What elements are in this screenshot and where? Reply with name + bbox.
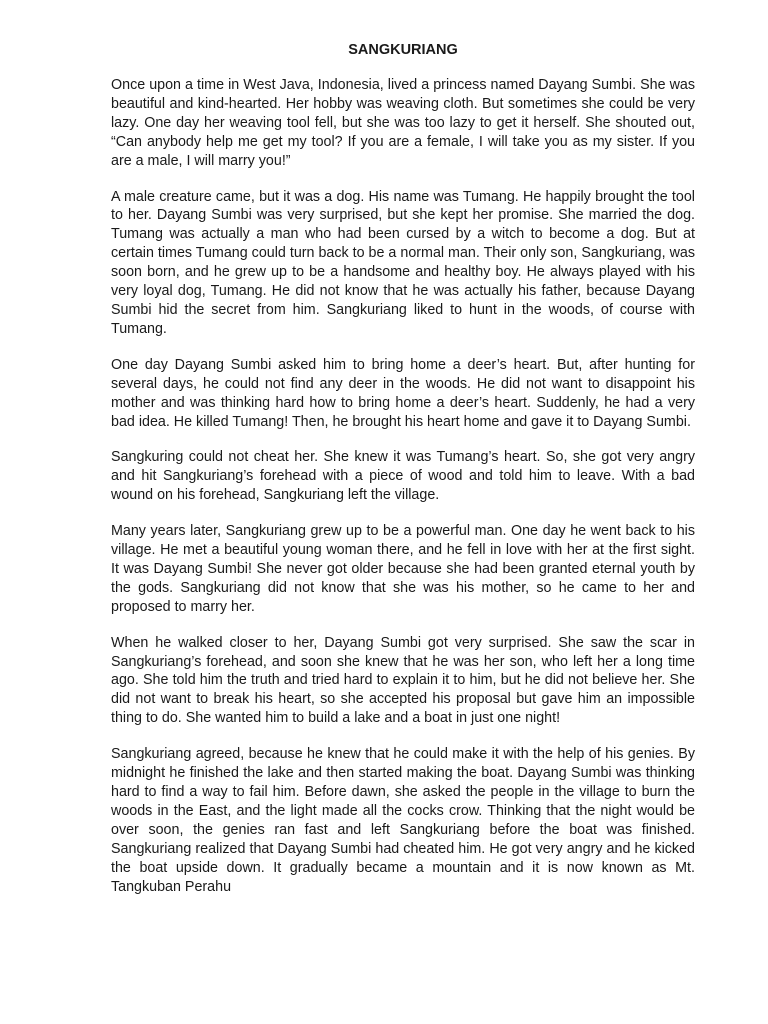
paragraph-1: Once upon a time in West Java, Indonesia, lived a princess named Dayang Sumbi. She was beautiful and kind-hearted. Her hobby was weaving cloth. But sometimes she could be very lazy. One day her weaving tool fell, but she was too lazy to get it herself. She shouted out, “Can anybody help me get my tool? If you are a female, I will take you as my sister. If you are a male, I will marry you!” [111, 77, 695, 169]
paragraph-4: Sangkuring could not cheat her. She knew it was Tumang’s heart. So, she got very angry and hit Sangkuriang’s forehead with a piece of wood and told him to leave. With a bad wound on his forehead, Sangkuriang left the village. [111, 449, 695, 504]
document-page [111, 40, 695, 913]
paragraph-6: When he walked closer to her, Dayang Sumbi got very surprised. She saw the scar in Sangkuriang’s forehead, and soon she knew that he was her son, who left her a long time ago. She told him the truth and tried hard to explain it to him, but he did not believe her. She did not want to break his heart, so she accepted his proposal but gave him an impossible thing to do. She wanted him to build a lake and a boat in just one night! [111, 634, 695, 727]
paragraph-3: One day Dayang Sumbi asked him to bring home a deer’s heart. But, after hunting for several days, he could not find any deer in the woods. He did not want to disappoint his mother and was thinking hard how to bring home a deer’s heart. Suddenly, he had a very bad idea. He killed Tumang! Then, he brought his heart home and gave it to Dayang Sumbi. [111, 356, 695, 430]
paragraph-2: A male creature came, but it was a dog. His name was Tumang. He happily brought the tool to her. Dayang Sumbi was very surprised, but she kept her promise. She married the dog. Tumang was actually a man who had been cursed by a witch to become a dog. But at certain times Tumang could turn back to be a normal man. Their only son, Sangkuriang, was soon born, and he grew up to be a handsome and healthy boy. He always played with his very loyal dog, Tumang. He did not know that he was actually his father, because Dayang Sumbi hid the secret from him. Sangkuriang liked to hunt in the woods, of course with Tumang. [111, 188, 695, 337]
paragraph-5: Many years later, Sangkuriang grew up to be a powerful man. One day he went back to his village. He met a beautiful young woman there, and he fell in love with her at the first sight. It was Dayang Sumbi! She never got older because she had been granted eternal youth by the gods. Sangkuriang did not know that she was his mother, so he came to her and proposed to marry her. [111, 523, 695, 615]
paragraph-7: Sangkuriang agreed, because he knew that he could make it with the help of his genies. By midnight he finished the lake and then started making the boat. Dayang Sumbi was thinking hard to find a way to fail him. Before dawn, she asked the people in the village to burn the woods in the East, and the light made all the cocks crow. Thinking that the night would be over soon, the genies ran fast and left Sangkuriang before the boat was finished. Sangkuriang realized that Dayang Sumbi had cheated him. He got very angry and he kicked the boat upside down. It gradually became a mountain and it is now known as Mt. Tangkuban Perahu [111, 746, 695, 895]
document-title: SANGKURIANG [348, 42, 458, 58]
